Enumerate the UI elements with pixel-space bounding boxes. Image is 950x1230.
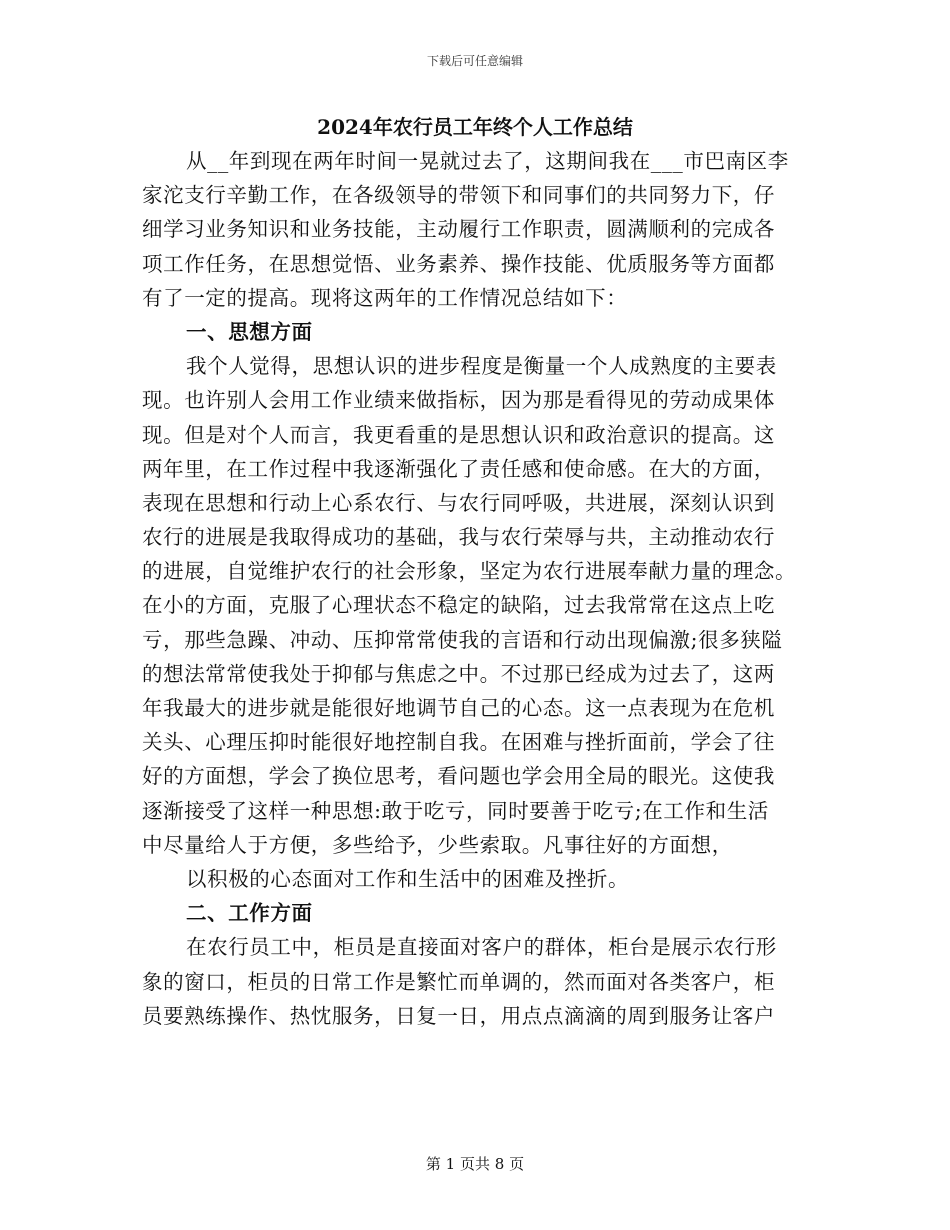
text-line: 现。也许别人会用工作业绩来做指标，因为那是看得见的劳动成果体 [142, 388, 775, 413]
text-line: 好的方面想，学会了换位思考，看问题也学会用全局的眼光。这使我 [142, 764, 775, 789]
text-line: 逐渐接受了这样一种思想:敢于吃亏，同时要善于吃亏;在工作和生活 [142, 798, 769, 823]
text-line: 现。但是对个人而言，我更看重的是思想认识和政治意识的提高。这 [142, 422, 775, 447]
page-header: 下载后可任意编辑 [426, 54, 523, 68]
text-line: 从__年到现在两年时间一晃就过去了，这期间我在___市巴南区李 [186, 149, 789, 173]
text-line: 象的窗口，柜员的日常工作是繁忙而单调的，然而面对各类客户，柜 [142, 969, 775, 994]
text-line: 年我最大的进步就是能很好地调节自己的心态。这一点表现为在危机 [142, 696, 775, 720]
text-line: 项工作任务，在思想觉悟、业务素养、操作技能、优质服务等方面都 [142, 251, 775, 276]
document-body [142, 112, 808, 1033]
text-line: 家沱支行辛勤工作，在各级领导的带领下和同事们的共同努力下，仔 [142, 183, 775, 208]
text-line: 有了一定的提高。现将这两年的工作情况总结如下： [142, 285, 628, 310]
text-line: 员要熟练操作、热忱服务，日复一日，用点点滴滴的周到服务让客户 [142, 1003, 775, 1028]
section-heading: 二、工作方面 [186, 901, 313, 926]
text-line: 我个人觉得，思想认识的进步程度是衡量一个人成熟度的主要表 [186, 354, 777, 379]
text-line: 以积极的心态面对工作和生活中的困难及挫折。 [186, 866, 630, 891]
text-line: 在小的方面，克服了心理状态不稳定的缺陷，过去我常常在这点上吃 [142, 593, 775, 618]
text-line: 细学习业务知识和业务技能，主动履行工作职责，圆满顺利的完成各 [142, 217, 775, 242]
page-number: 第 1 页共 8 页 [425, 1155, 525, 1173]
document-title: 2024年农行员工年终个人工作总结 [317, 115, 633, 139]
text-line: 关头、心理压抑时能很好地控制自我。在困难与挫折面前，学会了往 [142, 730, 775, 755]
text-line: 在农行员工中，柜员是直接面对客户的群体，柜台是展示农行形 [186, 935, 777, 960]
text-line: 两年里，在工作过程中我逐渐强化了责任感和使命感。在大的方面， [142, 456, 775, 481]
section-heading: 一、思想方面 [186, 319, 313, 344]
text-line: 农行的进展是我取得成功的基础，我与农行荣辱与共，主动推动农行 [142, 525, 775, 550]
text-line: 的想法常常使我处于抑郁与焦虑之中。不过那已经成为过去了，这两 [142, 661, 775, 686]
text-line: 的进展，自觉维护农行的社会形象，坚定为农行进展奉献力量的理念。 [142, 559, 797, 584]
text-line: 中尽量给人于方便，多些给予，少些索取。凡事往好的方面想， [142, 832, 733, 857]
document-text [142, 144, 808, 1033]
text-line: 亏，那些急躁、冲动、压抑常常使我的言语和行动出现偏激;很多狭隘 [142, 627, 783, 652]
text-line: 表现在思想和行动上心系农行、与农行同呼吸，共进展，深刻认识到 [142, 490, 775, 515]
